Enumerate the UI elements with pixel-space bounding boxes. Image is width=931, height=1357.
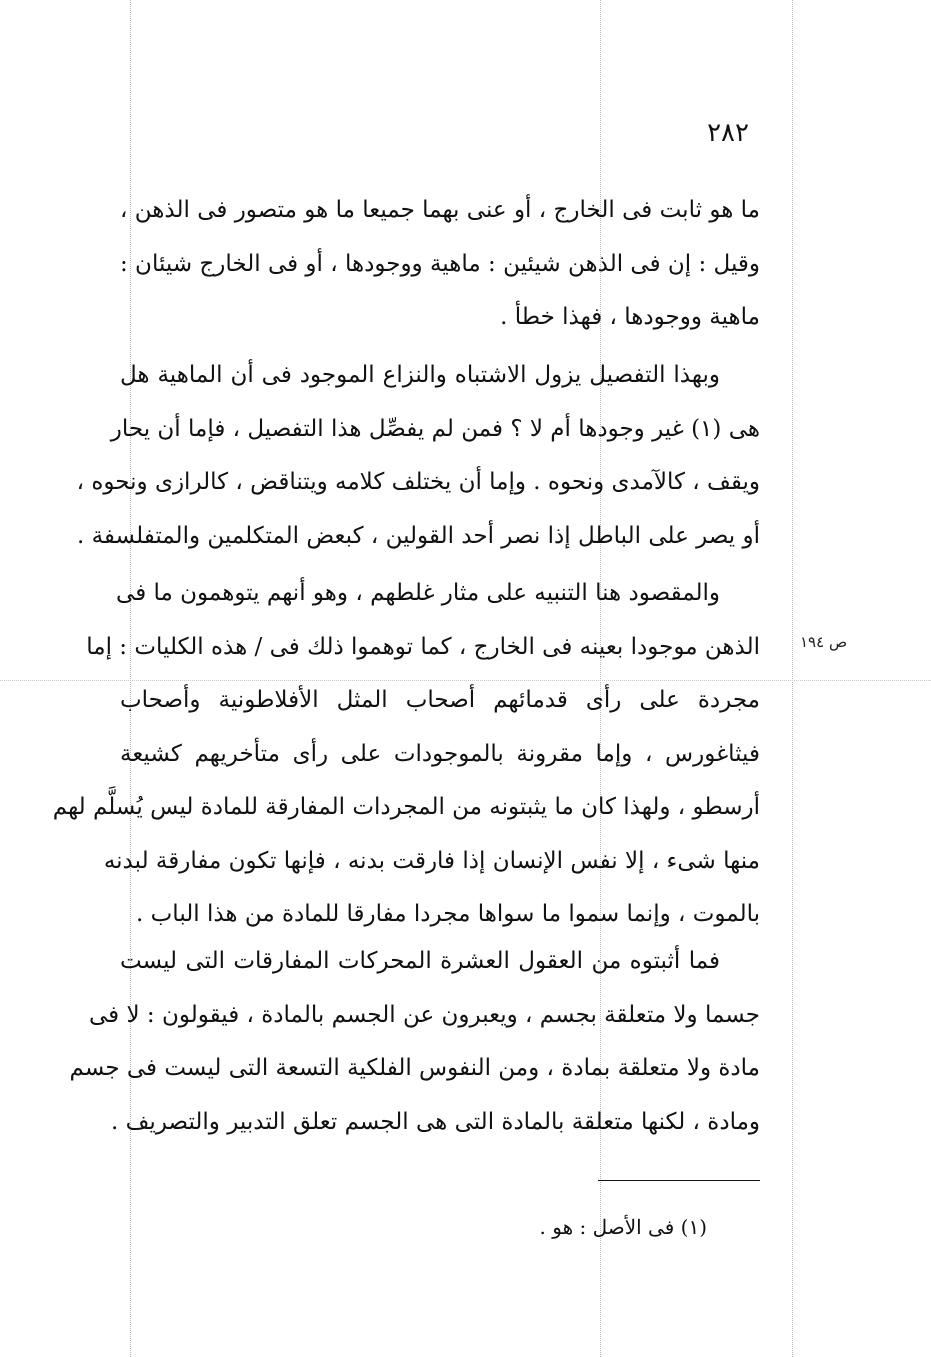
text-line: ما هو ثابت فى الخارج ، أو عنى بهما جميعا ما هو متصور فى الذهن ، bbox=[120, 197, 760, 223]
paragraph-1 bbox=[120, 184, 760, 345]
footnote-separator bbox=[598, 1180, 760, 1181]
text-line: فيثاغورس ، وإما مقرونة بالموجودات على رأى متأخريهم كشيعة bbox=[120, 740, 760, 767]
text-line: فما أثبتوه من العقول العشرة المحركات المفارقات التى ليست bbox=[120, 948, 720, 974]
text-line: مادة ولا متعلقة بمادة ، ومن النفوس الفلكية التسعة التى ليست فى جسم bbox=[69, 1055, 760, 1081]
text-line: بالموت ، وإنما سموا ما سواها مجردا مفارقا للمادة من هذا الباب . bbox=[136, 901, 760, 927]
footnote: (١) فى الأصل : هو . bbox=[539, 1215, 707, 1239]
text-line: أو يصر على الباطل إذا نصر أحد القولين ، كبعض المتكلمين والمتفلسفة . bbox=[76, 522, 760, 549]
text-line: هى (١) غير وجودها أم لا ؟ فمن لم يفصِّل هذا التفصيل ، فإما أن يحار bbox=[110, 415, 760, 442]
text-line: جسما ولا متعلقة بجسم ، ويعبرون عن الجسم بالمادة ، فيقولون : لا فى bbox=[89, 1001, 760, 1028]
text-line: ومادة ، لكنها متعلقة بالمادة التى هى الجسم تعلق التدبير والتصريف . bbox=[111, 1108, 760, 1135]
scan-guide-line bbox=[792, 0, 793, 1357]
text-line: وقيل : إن فى الذهن شيئين : ماهية ووجودها ، أو فى الخارج شيئان : bbox=[120, 250, 760, 277]
text-line: الذهن موجودا بعينه فى الخارج ، كما توهموا ذلك فى / هذه الكليات : إما bbox=[86, 633, 760, 660]
text-line: مجردة على رأى قدمائهم أصحاب المثل الأفلاطونية وأصحاب bbox=[120, 687, 760, 713]
text-line: والمقصود هنا التنبيه على مثار غلطهم ، وهو أنهم يتوهمون ما فى bbox=[116, 580, 720, 606]
text-line: أرسطو ، ولهذا كان ما يثبتونه من المجردات المفارقة للمادة ليس يُسلَّم لهم bbox=[52, 794, 760, 820]
page-number: ٢٨٢ bbox=[707, 118, 749, 148]
text-line: منها شىء ، إلا نفس الإنسان إذا فارقت بدنه ، فإنها تكون مفارقة لبدنه bbox=[103, 847, 760, 874]
text-line: ماهية ووجودها ، فهذا خطأ . bbox=[500, 304, 760, 330]
text-line: ويقف ، كالآمدى ونحوه . وإما أن يختلف كلامه ويتناقض ، كالرازى ونحوه ، bbox=[76, 469, 760, 495]
text-line: وبهذا التفصيل يزول الاشتباه والنزاع الموجود فى أن الماهية هل bbox=[120, 362, 720, 388]
paragraph-3 bbox=[52, 567, 760, 942]
paragraph-4 bbox=[69, 935, 760, 1149]
margin-page-reference: ص ١٩٤ bbox=[800, 633, 848, 651]
paragraph-2 bbox=[76, 349, 760, 563]
